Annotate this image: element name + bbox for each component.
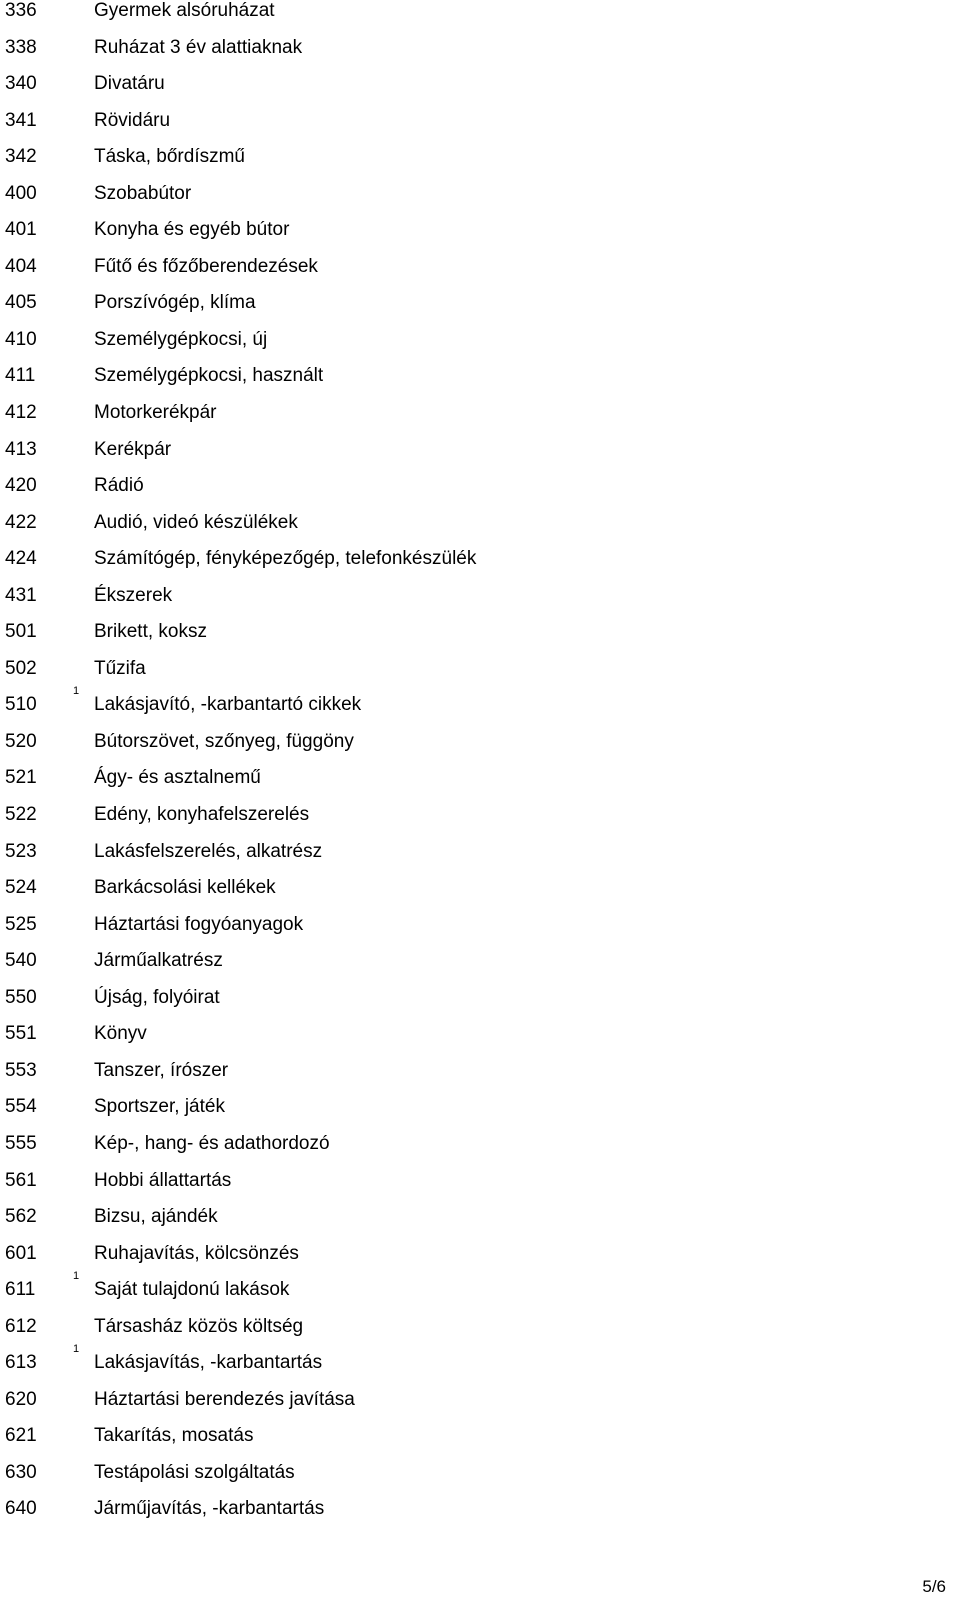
item-code: 561 bbox=[5, 1169, 37, 1191]
item-label: Motorkerékpár bbox=[94, 402, 217, 424]
item-label: Kép-, hang- és adathordozó bbox=[94, 1132, 330, 1154]
list-item bbox=[0, 731, 960, 768]
list-item bbox=[0, 475, 960, 512]
item-code: 523 bbox=[5, 840, 37, 862]
list-item bbox=[0, 1270, 960, 1316]
list-item bbox=[0, 914, 960, 951]
list-item bbox=[0, 110, 960, 147]
item-code: 620 bbox=[5, 1388, 37, 1410]
item-code: 501 bbox=[5, 621, 37, 643]
item-label: Audió, videó készülékek bbox=[94, 511, 298, 533]
item-code: 341 bbox=[5, 109, 37, 131]
list-item bbox=[0, 329, 960, 366]
item-label: Szobabútor bbox=[94, 182, 192, 204]
footnote-marker: 1 bbox=[73, 1343, 80, 1356]
item-code: 510 bbox=[5, 694, 37, 716]
item-label: Saját tulajdonú lakások bbox=[94, 1279, 290, 1301]
item-label: Kerékpár bbox=[94, 438, 172, 460]
item-label: Számítógép, fényképezőgép, telefonkészülék bbox=[94, 548, 477, 570]
list-item bbox=[0, 1315, 960, 1356]
item-code: 540 bbox=[5, 950, 37, 972]
footnote-marker: 1 bbox=[73, 685, 80, 698]
item-label: Járműalkatrész bbox=[94, 950, 223, 972]
item-code: 420 bbox=[5, 475, 37, 497]
list-item bbox=[0, 37, 960, 74]
item-code: 562 bbox=[5, 1206, 37, 1228]
item-label: Ruhajavítás, kölcsönzés bbox=[94, 1242, 299, 1264]
item-code: 342 bbox=[5, 146, 37, 168]
item-code: 502 bbox=[5, 657, 37, 679]
list-item bbox=[0, 1060, 960, 1097]
list-item bbox=[0, 685, 960, 731]
item-label: Táska, bőrdíszmű bbox=[94, 146, 245, 168]
list-item bbox=[0, 365, 960, 402]
list-item bbox=[0, 877, 960, 914]
list-item bbox=[0, 1462, 960, 1499]
item-code: 550 bbox=[5, 986, 37, 1008]
page-number: 5/6 bbox=[922, 1577, 946, 1596]
list-item bbox=[0, 1170, 960, 1207]
item-label: Rövidáru bbox=[94, 109, 171, 131]
item-code: 340 bbox=[5, 73, 37, 95]
item-label: Rádió bbox=[94, 475, 144, 497]
list-item bbox=[0, 73, 960, 110]
item-code: 424 bbox=[5, 548, 37, 570]
list-item bbox=[0, 439, 960, 476]
item-label: Könyv bbox=[94, 1023, 147, 1045]
item-code: 520 bbox=[5, 730, 37, 752]
item-label: Tűzifa bbox=[94, 657, 146, 679]
list-item bbox=[0, 512, 960, 549]
list-item bbox=[0, 657, 960, 698]
item-label: Fűtő és főzőberendezések bbox=[94, 255, 318, 277]
item-label: Divatáru bbox=[94, 73, 165, 95]
list-item bbox=[0, 0, 960, 37]
list-item bbox=[0, 402, 960, 439]
list-item bbox=[0, 548, 960, 585]
item-label: Barkácsolási kellékek bbox=[94, 877, 276, 899]
item-code: 405 bbox=[5, 292, 37, 314]
item-code: 611 bbox=[5, 1279, 36, 1301]
item-code: 551 bbox=[5, 1023, 37, 1045]
list-item bbox=[0, 1206, 960, 1243]
list-item bbox=[0, 987, 960, 1024]
item-code: 612 bbox=[5, 1315, 37, 1337]
list-item bbox=[0, 219, 960, 256]
item-label: Személygépkocsi, új bbox=[94, 328, 268, 350]
list-item bbox=[0, 804, 960, 841]
item-label: Sportszer, játék bbox=[94, 1096, 225, 1118]
item-label: Társasház közös költség bbox=[94, 1315, 304, 1337]
item-code: 401 bbox=[5, 219, 37, 241]
item-label: Porszívógép, klíma bbox=[94, 292, 256, 314]
list-item bbox=[0, 950, 960, 987]
item-code: 522 bbox=[5, 804, 37, 826]
list-item bbox=[0, 1498, 960, 1535]
item-code: 555 bbox=[5, 1132, 37, 1154]
item-label: Bútorszövet, szőnyeg, függöny bbox=[94, 730, 354, 752]
item-code: 554 bbox=[5, 1096, 37, 1118]
list-item bbox=[0, 292, 960, 329]
item-code: 521 bbox=[5, 767, 37, 789]
item-label: Bizsu, ajándék bbox=[94, 1206, 218, 1228]
item-code: 413 bbox=[5, 438, 37, 460]
item-label: Lakásjavítás, -karbantartás bbox=[94, 1352, 323, 1374]
item-code: 640 bbox=[5, 1498, 37, 1520]
item-label: Lakásjavító, -karbantartó cikkek bbox=[94, 694, 362, 716]
item-code: 613 bbox=[5, 1352, 37, 1374]
item-code: 621 bbox=[5, 1425, 37, 1447]
item-code: 338 bbox=[5, 36, 37, 58]
item-label: Edény, konyhafelszerelés bbox=[94, 804, 310, 826]
list-item bbox=[0, 146, 960, 183]
item-label: Háztartási berendezés javítása bbox=[94, 1388, 355, 1410]
list-item bbox=[0, 585, 960, 622]
item-code: 412 bbox=[5, 402, 37, 424]
item-code: 630 bbox=[5, 1461, 37, 1483]
footnote-marker: 1 bbox=[73, 1270, 80, 1283]
item-label: Ágy- és asztalnemű bbox=[94, 767, 261, 789]
item-label: Takarítás, mosatás bbox=[94, 1425, 254, 1447]
item-code: 410 bbox=[5, 328, 37, 350]
list-item bbox=[0, 1242, 960, 1283]
item-label: Járműjavítás, -karbantartás bbox=[94, 1498, 325, 1520]
item-code: 525 bbox=[5, 913, 37, 935]
item-code: 431 bbox=[5, 584, 37, 606]
list-item bbox=[0, 183, 960, 220]
item-label: Ékszerek bbox=[94, 584, 173, 606]
list-item bbox=[0, 1343, 960, 1389]
list-item bbox=[0, 1096, 960, 1133]
list-item bbox=[0, 841, 960, 878]
item-code: 400 bbox=[5, 182, 37, 204]
list-item bbox=[0, 1023, 960, 1060]
item-code: 336 bbox=[5, 0, 37, 21]
list-item bbox=[0, 621, 960, 658]
item-code: 553 bbox=[5, 1059, 37, 1081]
list-item bbox=[0, 256, 960, 293]
item-label: Brikett, koksz bbox=[94, 621, 207, 643]
item-code: 601 bbox=[5, 1242, 37, 1264]
item-label: Testápolási szolgáltatás bbox=[94, 1461, 295, 1483]
list-item bbox=[0, 767, 960, 804]
item-label: Személygépkocsi, használt bbox=[94, 365, 324, 387]
item-label: Ruházat 3 év alattiaknak bbox=[94, 36, 303, 58]
item-label: Hobbi állattartás bbox=[94, 1169, 232, 1191]
item-label: Lakásfelszerelés, alkatrész bbox=[94, 840, 323, 862]
item-label: Tanszer, írószer bbox=[94, 1059, 229, 1081]
list-item bbox=[0, 1133, 960, 1170]
item-code: 524 bbox=[5, 877, 37, 899]
item-code: 404 bbox=[5, 255, 37, 277]
list-item bbox=[0, 1389, 960, 1426]
item-label: Újság, folyóirat bbox=[94, 986, 220, 1008]
item-code: 411 bbox=[5, 365, 36, 387]
item-label: Gyermek alsóruházat bbox=[94, 0, 275, 21]
item-code: 422 bbox=[5, 511, 37, 533]
list-item bbox=[0, 1425, 960, 1462]
item-label: Háztartási fogyóanyagok bbox=[94, 913, 304, 935]
item-label: Konyha és egyéb bútor bbox=[94, 219, 290, 241]
